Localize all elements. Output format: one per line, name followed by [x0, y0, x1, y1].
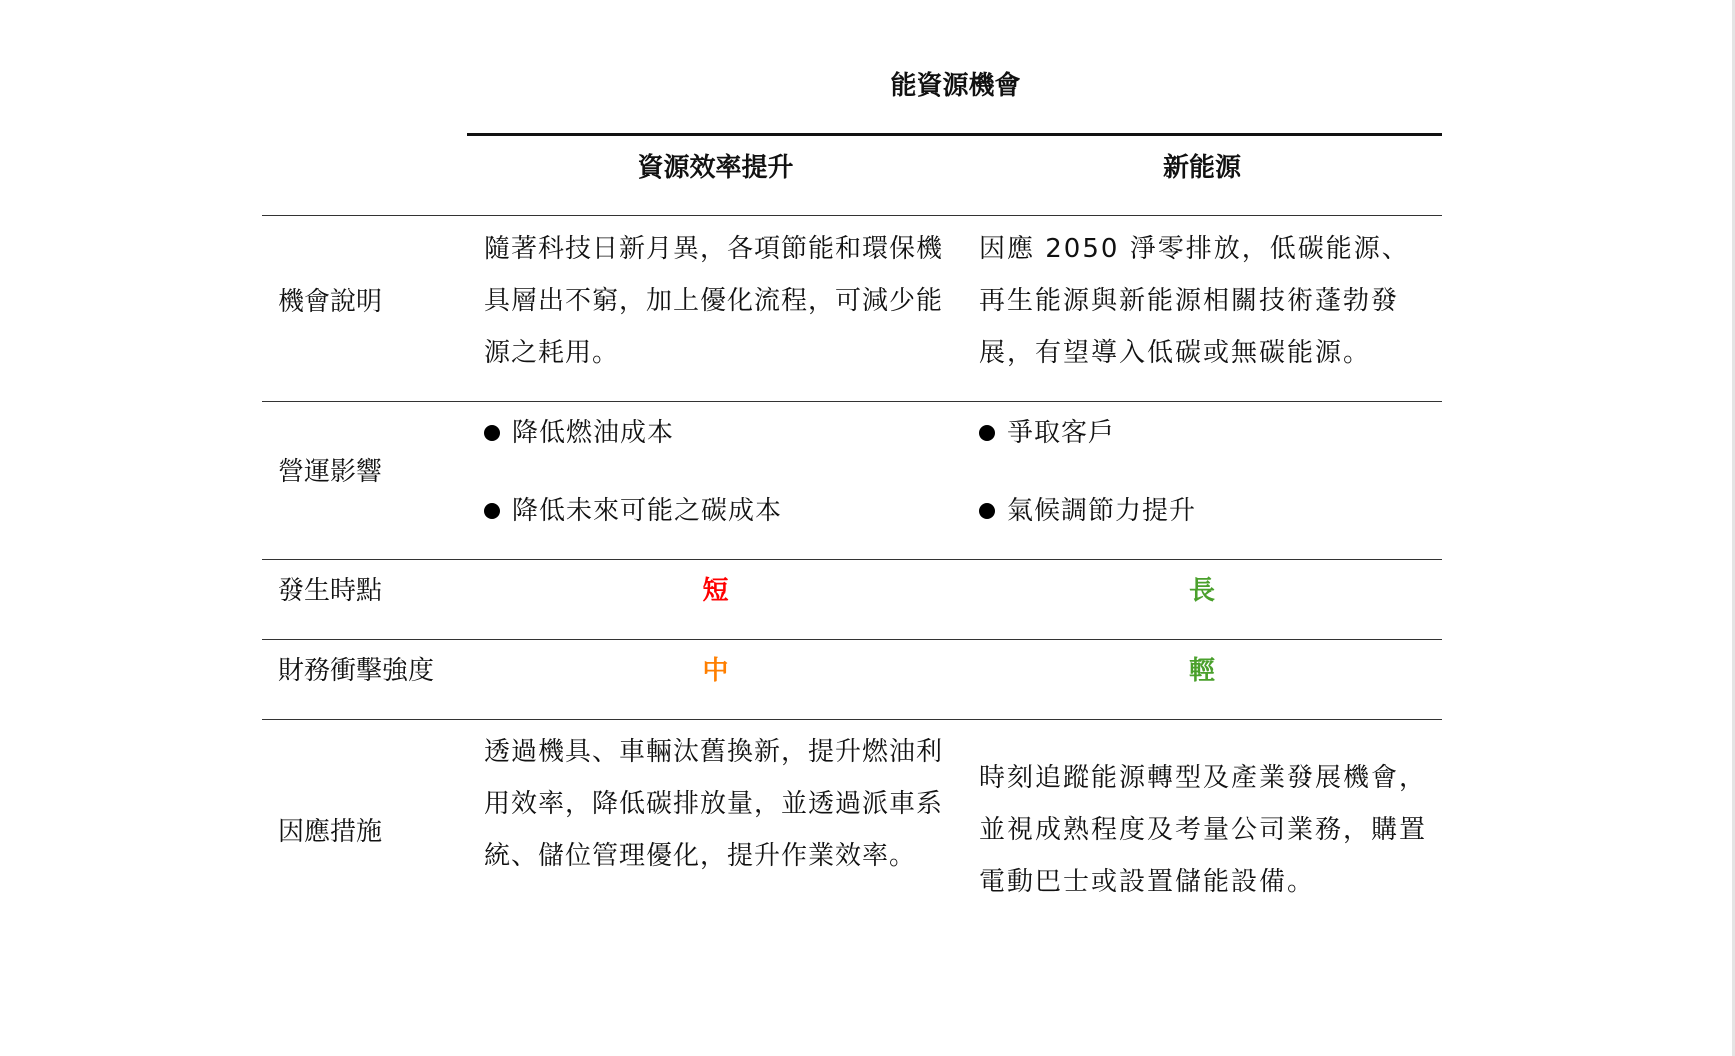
header-rule — [262, 215, 1442, 216]
financial-resource-efficiency-badge: 中 — [702, 656, 729, 686]
column-header-resource-efficiency: 資源效率提升 — [637, 153, 794, 183]
bullet-icon — [979, 425, 995, 441]
row-divider-4 — [262, 719, 1442, 720]
table-title: 能資源機會 — [890, 71, 1021, 101]
list-item — [484, 491, 954, 531]
row-label-financial-impact: 財務衝擊強度 — [278, 656, 435, 686]
list-item — [979, 491, 1429, 531]
list-item-text: 降低未來可能之碳成本 — [512, 496, 783, 526]
row-divider-2 — [262, 559, 1442, 560]
response-resource-efficiency: 透過機具、車輛汰舊換新，提升燃油利用效率，降低碳排放量，並透過派車系統、儲位管理優化，提升作業效率。 — [484, 737, 944, 871]
list-item — [979, 413, 1429, 453]
column-header-new-energy: 新能源 — [1162, 153, 1241, 183]
impact-new-energy-list — [979, 413, 1429, 531]
row-label-impact: 營運影響 — [278, 457, 383, 487]
timing-new-energy-badge: 長 — [1188, 576, 1215, 606]
list-item-text: 爭取客戶 — [1007, 418, 1116, 448]
row-label-response: 因應措施 — [278, 817, 383, 847]
response-new-energy: 時刻追蹤能源轉型及產業發展機會，並視成熟程度及考量公司業務，購置電動巴士或設置儲能設備。 — [979, 763, 1428, 897]
bullet-icon — [484, 425, 500, 441]
bullet-icon — [979, 503, 995, 519]
impact-resource-efficiency-list — [484, 413, 954, 531]
row-label-timing: 發生時點 — [278, 576, 383, 606]
row-divider-3 — [262, 639, 1442, 640]
description-new-energy: 因應 2050 淨零排放，低碳能源、再生能源與新能源相關技術蓬勃發展，有望導入低碳或無碳能源。 — [979, 234, 1410, 368]
row-divider-1 — [262, 401, 1442, 402]
timing-resource-efficiency-badge: 短 — [702, 576, 729, 606]
description-resource-efficiency: 隨著科技日新月異，各項節能和環保機具層出不窮，加上優化流程，可減少能源之耗用。 — [484, 234, 944, 368]
financial-new-energy-badge: 輕 — [1188, 656, 1215, 686]
list-item-text: 氣候調節力提升 — [1007, 496, 1197, 526]
bullet-icon — [484, 503, 500, 519]
row-label-description: 機會說明 — [278, 287, 383, 317]
title-rule — [467, 133, 1442, 136]
list-item — [484, 413, 954, 453]
list-item-text: 降低燃油成本 — [512, 418, 675, 448]
